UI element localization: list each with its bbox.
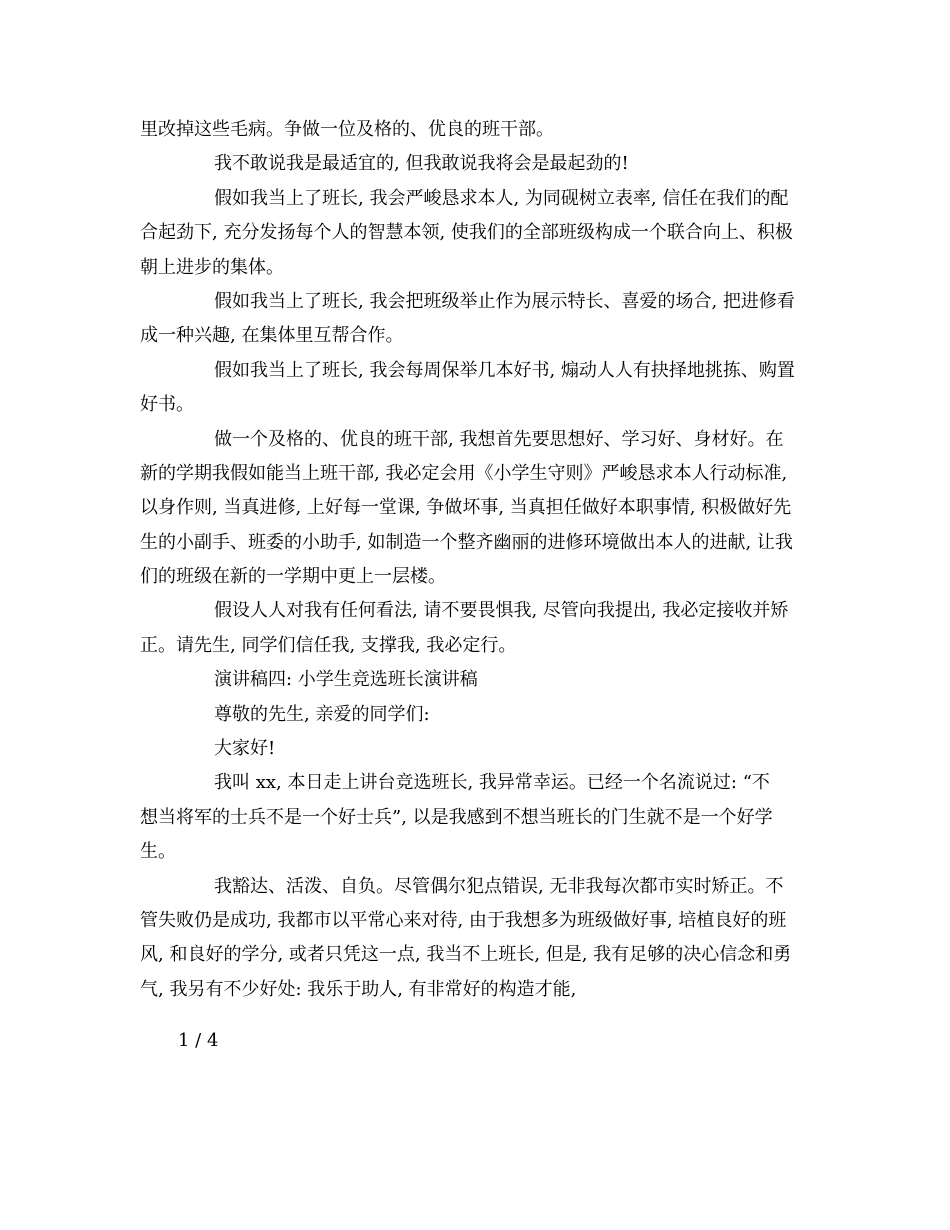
text-line: 成一种兴趣, 在集体里互帮合作。 <box>140 325 404 347</box>
text-line: 做一个及格的、优良的班干部, 我想首先要思想好、学习好、身材好。在 <box>214 428 784 450</box>
text-line: 以身作则, 当真进修, 上好每一堂课, 争做坏事, 当真担任做好本职事情, 积极做好先 <box>140 497 792 519</box>
text-line: 假如我当上了班长, 我会每周保举几本好书, 煽动人人有抉择地挑拣、购置 <box>214 359 795 381</box>
text-line: 好书。 <box>140 394 194 416</box>
text-line: 管失败仍是成功, 我都市以平常心来对待, 由于我想多为班级做好事, 培植良好的班 <box>140 909 787 931</box>
text-line: 我不敢说我是最适宜的, 但我敢说我将会是最起劲的! <box>214 153 629 175</box>
text-line: 风, 和良好的学分, 或者只凭这一点, 我当不上班长, 但是, 我有足够的决心信念和勇 <box>140 944 792 966</box>
text-line: 正。请先生, 同学们信任我, 支撑我, 我必定行。 <box>140 634 517 656</box>
text-line: 合起劲下, 充分发扬每个人的智慧本领, 使我们的全部班级构成一个联合向上、积极 <box>140 222 793 244</box>
text-line: 里改掉这些毛病。争做一位及格的、优良的班干部。 <box>140 119 554 140</box>
text-line: 生。 <box>140 841 176 863</box>
text-line: 尊敬的先生, 亲爱的同学们: <box>214 703 430 725</box>
text-line: 们的班级在新的一学期中更上一层楼。 <box>140 566 446 588</box>
text-line: 假设人人对我有任何看法, 请不要畏惧我, 尽管向我提出, 我必定接收并矫 <box>214 600 789 622</box>
text-line: 我豁达、活泼、自负。尽管偶尔犯点错误, 无非我每次都市实时矫正。不 <box>214 875 784 897</box>
text-line: 想当将军的士兵不是一个好士兵”, 以是我感到不想当班长的门生就不是一个好学 <box>140 806 773 828</box>
page-number: 1 / 4 <box>178 1030 219 1051</box>
document-body <box>140 113 812 1007</box>
text-line: 假如我当上了班长, 我会严峻恳求本人, 为同砚树立表率, 信任在我们的配 <box>214 187 789 209</box>
text-line: 新的学期我假如能当上班干部, 我必定会用《小学生守则》严峻恳求本人行动标准, <box>140 462 788 484</box>
text-line: 朝上进步的集体。 <box>140 256 284 278</box>
text-line: 假如我当上了班长, 我会把班级举止作为展示特长、喜爱的场合, 把进修看 <box>214 290 795 312</box>
text-line: 我叫 xx, 本日走上讲台竞选班长, 我异常幸运。已经一个名流说过: “不 <box>214 772 770 794</box>
text-line: 大家好! <box>214 738 276 760</box>
text-line: 演讲稿四: 小学生竞选班长演讲稿 <box>214 669 478 691</box>
text-line: 气, 我另有不少好处: 我乐于助人, 有非常好的构造才能, <box>140 978 577 1000</box>
text-line: 生的小副手、班委的小助手, 如制造一个整齐幽丽的进修环境做出本人的进献, 让我 <box>140 531 793 553</box>
